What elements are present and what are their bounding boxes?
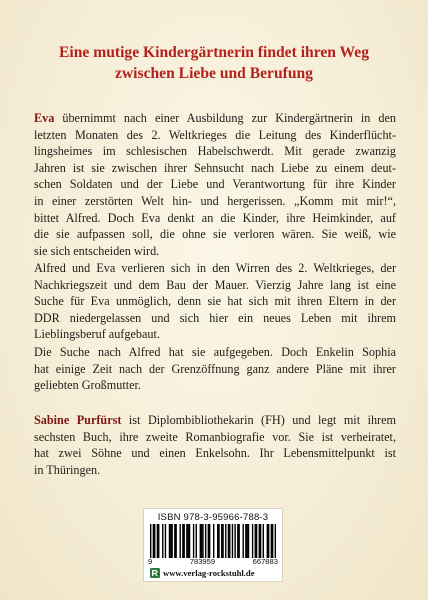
barcode-bar [205,524,206,558]
barcode-bar [245,524,246,558]
barcode-bar [189,524,190,558]
barcode-bar [188,524,189,558]
barcode-bar [175,524,176,558]
barcode-bar [169,524,170,558]
barcode-bar [154,524,155,558]
barcode-bar [267,524,268,558]
barcode-bar [153,524,154,558]
paragraph-alfred-eva [34,260,396,343]
barcode-bar [184,524,185,558]
barcode-digit-group-2: 667883 [252,557,278,566]
line-text: ist Diplombibliothekarin (FH) und legt mit ihrem [121,413,397,427]
barcode-bar [247,524,248,558]
paragraph-eva [34,110,396,259]
headline-line-2: zwischen Liebe und Berufung [115,65,313,82]
barcode-bar [201,524,202,558]
barcode-bar [150,524,151,558]
publisher-url: www.verlag-rockstuhl.de [163,568,255,578]
paragraph-line: in einer zerstörten Welt hin- und hergerissen. „Komm mit mir!“, [34,193,396,208]
paragraph-line: Jahren ist sie zwischen ihrer Sehnsucht nach Liebe zu einem deut- [34,160,396,175]
author-bio [34,412,396,478]
paragraph-line: schen Soldaten und der Liebe und Verantwortung für ihre Kinder [34,177,396,192]
barcode-bar [208,524,209,558]
barcode-bar [232,524,233,558]
barcode-bar [209,524,210,558]
paragraph-line: sechsten Buch, ihre zweite Romanbiografie vor. Sie ist verheiratet, [34,429,396,444]
barcode-bar [217,524,218,558]
publisher-logo-icon [150,568,160,578]
barcode-bar [170,524,171,558]
barcode-box [143,508,283,582]
barcode-bar [222,524,223,558]
barcode-bar [255,524,256,558]
barcode-bar [260,524,261,558]
barcode-bar [259,524,260,558]
paragraph-line: hat einige Zeit nach der Grenzöffnung ganz andere Pläne mit ihrer [34,361,396,376]
barcode-bar [242,524,243,558]
paragraph-line [34,412,396,429]
barcode-bar [229,524,230,558]
paragraph-sophia [34,344,396,394]
barcode-digits [148,557,278,566]
barcode-bar [252,524,253,558]
barcode-bar [162,524,163,558]
barcode-bar [221,524,222,558]
paragraph-line: geliebten Großmutter. [34,378,141,393]
paragraph-line: Lieblingsberuf aufgebaut. [34,327,160,342]
paragraph-line: die sie aufpassen soll, die ohne sie verloren wären. Sie weiß, wie [34,227,396,242]
barcode-bar [186,524,187,558]
barcode-bar [196,524,197,558]
barcode-bar [268,524,269,558]
barcode-digit-first: 9 [148,557,153,566]
paragraph-line: hat zwei Söhne und einen Enkelsohn. Ihr Lebensmittelpunkt ist [34,446,396,461]
barcode-bar [202,524,203,558]
barcode-bar [271,524,272,558]
author-name: Sabine Purfürst [34,413,122,427]
line-text: übernimmt nach einer Ausbildung zur Kindergärtnerin in den [54,111,396,125]
paragraph-line: in Thüringen. [34,462,101,477]
barcode-image [150,524,276,558]
paragraph-line: Alfred und Eva verlieren sich in den Wirren des 2. Weltkrieges, der [34,261,396,275]
barcode-bar [248,524,249,558]
barcode-bar [225,524,226,558]
barcode-bar [228,524,229,558]
barcode-bar [193,524,194,558]
isbn-label: ISBN 978-3-95966-788-3 [157,512,269,523]
paragraph-line: sie sich entscheiden wird. [34,243,160,258]
barcode-bar [165,524,166,558]
barcode-bar [179,524,180,558]
barcode-bar [272,524,273,558]
barcode-bar [200,524,201,558]
barcode-bar [213,524,214,558]
headline [20,42,408,84]
paragraph-line: DDR niedergelassen und sich hier ein neues Leben mit ihrem [34,310,396,325]
barcode-bar [263,524,264,558]
barcode-digit-group-1: 783959 [189,557,216,566]
barcode-bar [158,524,159,558]
barcode-bar [234,524,235,558]
barcode-bar [275,524,276,558]
barcode-bar [218,524,219,558]
paragraph-line: bittet Alfred. Doch Eva denkt an die Kinder, ihre Heimkinder, auf [34,210,396,225]
lead-name-eva: Eva [34,111,55,125]
barcode-bar [238,524,239,558]
paragraph-line [34,110,396,127]
barcode-bar [171,524,172,558]
paragraph-line: lingsheimes im schlesischen Habelschwerdt. Mit gerade zwanzig [34,144,396,159]
barcode-bar [182,524,183,558]
barcode-bar [174,524,175,558]
paragraph-line: Nachkriegszeit und dem Bau der Mauer. Vierzig Jahre lang ist eine [34,277,396,292]
paragraph-line: Die Suche nach Alfred hat sie aufgegeben. Doch Enkelin Sophia [34,345,396,359]
publisher-line [150,568,255,578]
barcode-bar [256,524,257,558]
paragraph-line: Suche für Eva unmöglich, denn sie hat sich mit ihren Eltern in der [34,294,396,309]
headline-line-1: Eine mutige Kindergärtnerin findet ihren Weg [59,44,369,61]
paragraph-line: letzten Monaten des 2. Weltkrieges die Leitung des Kinderflücht- [34,127,396,142]
barcode-bar [157,524,158,558]
barcode-bar [237,524,238,558]
